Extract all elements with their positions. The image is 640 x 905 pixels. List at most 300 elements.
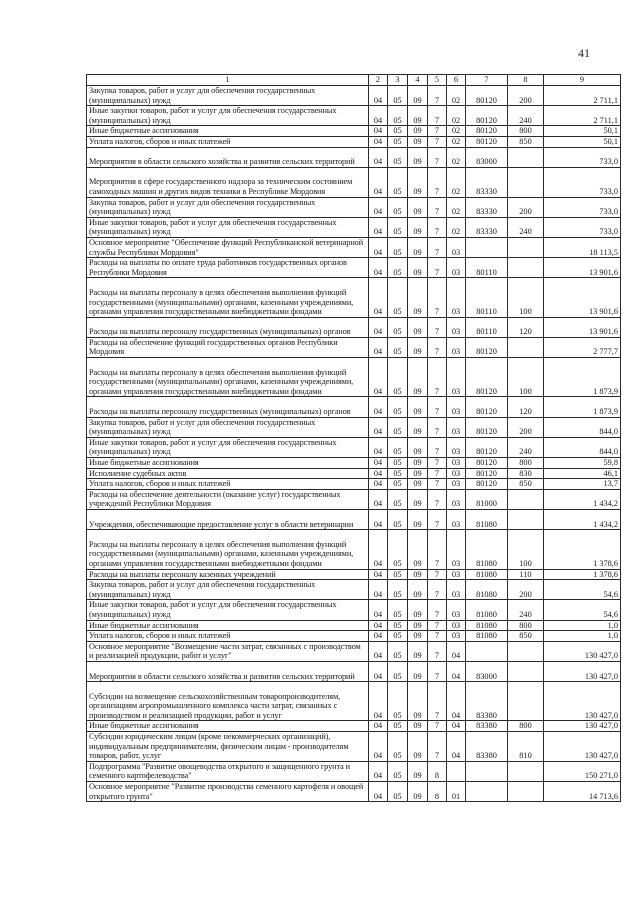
code-cell: 100 [508,278,544,317]
table-row [87,682,621,721]
code-cell: 80110 [466,317,508,337]
amount-cell: 1 378,6 [544,530,621,569]
code-cell: 05 [388,489,408,509]
code-cell: 83380 [466,732,508,762]
code-cell: 04 [369,167,388,197]
code-cell: 80120 [466,358,508,397]
code-cell: 830 [508,468,544,479]
expense-name-cell: Субсидии на возмещение сельскохозяйственным товаропроизводителям, организациям агропромышленного комплекса части затрат, связанных с производством и реализацией продукции, работ и услуг [87,682,369,721]
code-cell: 7 [428,197,447,217]
code-cell: 81080 [466,509,508,529]
code-cell: 04 [369,458,388,469]
code-cell [508,661,544,681]
header-cell: 3 [388,75,408,86]
code-cell: 7 [428,397,447,417]
amount-cell: 18 113,5 [544,237,621,257]
table-row [87,600,621,620]
code-cell: 03 [447,397,466,417]
code-cell: 04 [369,530,388,569]
code-cell: 04 [369,732,388,762]
code-cell: 810 [508,732,544,762]
code-cell: 09 [408,479,428,490]
code-cell: 05 [388,569,408,580]
code-cell: 04 [369,126,388,137]
expense-name-cell: Закупка товаров, работ и услуг для обеспечения государственных (муниципальных) нужд [87,580,369,600]
expense-name-cell: Иные бюджетные ассигнования [87,721,369,732]
table-row [87,337,621,357]
amount-cell: 1 873,9 [544,358,621,397]
code-cell [466,782,508,802]
code-cell: 7 [428,106,447,126]
code-cell: 04 [369,237,388,257]
code-cell: 04 [369,337,388,357]
code-cell: 09 [408,136,428,147]
code-cell: 05 [388,509,408,529]
code-cell: 04 [369,682,388,721]
code-cell: 05 [388,106,408,126]
code-cell: 04 [369,468,388,479]
expense-name-cell: Иные бюджетные ассигнования [87,620,369,631]
code-cell: 80110 [466,278,508,317]
code-cell: 02 [447,86,466,106]
code-cell: 7 [428,580,447,600]
code-cell: 05 [388,761,408,781]
code-cell: 04 [447,641,466,661]
expense-name-cell: Основное мероприятие "Развитие производства семенного картофеля и овощей открытого грунта" [87,782,369,802]
expense-name-cell: Расходы на обеспечение функций государственных органов Республики Мордовия [87,337,369,357]
code-cell: 7 [428,479,447,490]
code-cell: 800 [508,458,544,469]
code-cell: 04 [369,761,388,781]
code-cell: 7 [428,358,447,397]
code-cell: 83380 [466,721,508,732]
code-cell: 03 [447,437,466,457]
code-cell: 850 [508,479,544,490]
table-row [87,317,621,337]
code-cell: 09 [408,732,428,762]
amount-cell: 733,0 [544,197,621,217]
amount-cell: 733,0 [544,147,621,167]
code-cell [508,167,544,197]
code-cell [466,761,508,781]
code-cell: 05 [388,661,408,681]
code-cell [466,237,508,257]
code-cell: 7 [428,631,447,642]
code-cell: 05 [388,620,408,631]
code-cell: 04 [369,147,388,167]
expense-name-cell: Исполнение судебных актов [87,468,369,479]
expense-name-cell: Иные закупки товаров, работ и услуг для обеспечения государственных (муниципальных) нужд [87,600,369,620]
code-cell: 04 [447,721,466,732]
code-cell: 09 [408,237,428,257]
code-cell: 05 [388,86,408,106]
code-cell: 04 [369,580,388,600]
code-cell: 240 [508,217,544,237]
code-cell: 04 [369,397,388,417]
code-cell: 03 [447,358,466,397]
code-cell: 05 [388,258,408,278]
code-cell: 100 [508,358,544,397]
expense-name-cell: Расходы на выплаты персоналу в целях обеспечения выполнения функций государственными (муниципальными) органами, казенными учреждениями, органами управления государственными внебюджетными фондами [87,530,369,569]
budget-table-body [87,86,621,802]
code-cell: 09 [408,86,428,106]
code-cell: 05 [388,721,408,732]
expense-name-cell: Закупка товаров, работ и услуг для обеспечения государственных (муниципальных) нужд [87,417,369,437]
code-cell: 100 [508,530,544,569]
code-cell: 09 [408,509,428,529]
code-cell: 09 [408,580,428,600]
table-row [87,620,621,631]
code-cell [447,761,466,781]
code-cell: 05 [388,641,408,661]
code-cell: 03 [447,600,466,620]
page-number: 41 [578,46,590,60]
code-cell: 80120 [466,397,508,417]
code-cell: 05 [388,530,408,569]
code-cell: 83380 [466,682,508,721]
code-cell: 03 [447,417,466,437]
code-cell: 120 [508,397,544,417]
expense-name-cell: Расходы на выплаты персоналу в целях обеспечения выполнения функций государственными (муниципальными) органами, казенными учреждениями, органами управления государственными внебюджетными фондами [87,278,369,317]
code-cell: 09 [408,397,428,417]
code-cell: 09 [408,569,428,580]
amount-cell: 1 434,2 [544,489,621,509]
code-cell: 01 [447,782,466,802]
code-cell: 09 [408,417,428,437]
code-cell: 09 [408,278,428,317]
amount-cell: 130 427,0 [544,641,621,661]
code-cell: 09 [408,682,428,721]
code-cell [508,761,544,781]
code-cell: 05 [388,237,408,257]
expense-name-cell: Подпрограмма "Развитие овощеводства открытого и защищенного грунта и семенного картофелеводства" [87,761,369,781]
code-cell: 7 [428,530,447,569]
code-cell: 04 [369,569,388,580]
code-cell: 09 [408,317,428,337]
table-row [87,397,621,417]
code-cell: 09 [408,468,428,479]
budget-table [86,74,621,802]
code-cell: 05 [388,458,408,469]
table-row [87,358,621,397]
code-cell [466,641,508,661]
code-cell: 05 [388,358,408,397]
code-cell: 09 [408,761,428,781]
code-cell: 7 [428,258,447,278]
code-cell: 09 [408,721,428,732]
code-cell: 02 [447,126,466,137]
code-cell: 05 [388,682,408,721]
code-cell: 09 [408,106,428,126]
expense-name-cell: Мероприятия в области сельского хозяйства и развития сельских территорий [87,661,369,681]
code-cell: 110 [508,569,544,580]
code-cell: 09 [408,437,428,457]
code-cell: 04 [369,317,388,337]
code-cell: 04 [369,661,388,681]
expense-name-cell: Иные закупки товаров, работ и услуг для обеспечения государственных (муниципальных) нужд [87,217,369,237]
amount-cell: 13 901,6 [544,258,621,278]
code-cell: 240 [508,437,544,457]
table-row [87,580,621,600]
code-cell: 02 [447,217,466,237]
code-cell: 80120 [466,437,508,457]
code-cell: 80120 [466,106,508,126]
code-cell: 800 [508,126,544,137]
table-row [87,468,621,479]
expense-name-cell: Мероприятия в области сельского хозяйства и развития сельских территорий [87,147,369,167]
code-cell: 7 [428,732,447,762]
code-cell: 05 [388,147,408,167]
code-cell: 09 [408,197,428,217]
amount-cell: 733,0 [544,217,621,237]
code-cell [508,641,544,661]
expense-name-cell: Иные закупки товаров, работ и услуг для обеспечения государственных (муниципальных) нужд [87,437,369,457]
table-row [87,136,621,147]
table-row [87,278,621,317]
code-cell: 03 [447,479,466,490]
amount-cell: 150 271,0 [544,761,621,781]
code-cell: 02 [447,136,466,147]
code-cell: 09 [408,631,428,642]
code-cell: 05 [388,197,408,217]
code-cell: 83330 [466,217,508,237]
code-cell: 200 [508,86,544,106]
table-row [87,732,621,762]
code-cell: 80120 [466,337,508,357]
code-cell: 200 [508,197,544,217]
code-cell: 81000 [466,489,508,509]
code-cell: 04 [369,217,388,237]
code-cell: 05 [388,782,408,802]
code-cell: 80120 [466,126,508,137]
expense-name-cell: Уплата налогов, сборов и иных платежей [87,136,369,147]
table-row [87,721,621,732]
code-cell: 7 [428,641,447,661]
amount-cell: 59,8 [544,458,621,469]
code-cell: 09 [408,458,428,469]
expense-name-cell: Основное мероприятие "Возмещение части затрат, связанных с производством и реализацией продукции, работ и услуг" [87,641,369,661]
code-cell: 02 [447,106,466,126]
expense-name-cell: Уплата налогов, сборов и иных платежей [87,631,369,642]
code-cell: 03 [447,530,466,569]
code-cell: 7 [428,167,447,197]
header-cell: 5 [428,75,447,86]
code-cell: 03 [447,569,466,580]
code-cell: 04 [447,732,466,762]
amount-cell: 14 713,6 [544,782,621,802]
code-cell: 02 [447,197,466,217]
code-cell: 02 [447,147,466,167]
header-cell: 2 [369,75,388,86]
code-cell: 03 [447,237,466,257]
code-cell: 04 [369,136,388,147]
code-cell: 240 [508,600,544,620]
code-cell: 7 [428,489,447,509]
code-cell: 05 [388,167,408,197]
code-cell: 03 [447,278,466,317]
amount-cell: 130 427,0 [544,721,621,732]
code-cell: 240 [508,106,544,126]
code-cell: 7 [428,661,447,681]
amount-cell: 1 378,6 [544,569,621,580]
code-cell: 09 [408,641,428,661]
header-cell: 4 [408,75,428,86]
code-cell: 04 [369,509,388,529]
expense-name-cell: Мероприятия в сфере государственного надзора за техническим состоянием самоходных машин и других видов техники в Республике Мордовия [87,167,369,197]
code-cell: 7 [428,317,447,337]
table-row [87,479,621,490]
code-cell: 80120 [466,86,508,106]
code-cell [508,237,544,257]
code-cell: 850 [508,631,544,642]
code-cell: 80120 [466,136,508,147]
code-cell: 05 [388,600,408,620]
amount-cell: 1 873,9 [544,397,621,417]
table-row [87,106,621,126]
code-cell: 7 [428,468,447,479]
amount-cell: 46,1 [544,468,621,479]
code-cell: 05 [388,397,408,417]
code-cell: 80120 [466,468,508,479]
table-row [87,489,621,509]
code-cell: 03 [447,489,466,509]
expense-name-cell: Расходы на обеспечение деятельности (оказание услуг) государственных учреждений Республики Мордовия [87,489,369,509]
code-cell: 7 [428,86,447,106]
header-cell: 6 [447,75,466,86]
code-cell: 05 [388,631,408,642]
code-cell: 7 [428,337,447,357]
code-cell: 7 [428,237,447,257]
header-cell: 1 [87,75,369,86]
amount-cell: 130 427,0 [544,732,621,762]
code-cell [508,682,544,721]
code-cell [508,489,544,509]
code-cell: 05 [388,479,408,490]
code-cell: 800 [508,620,544,631]
amount-cell: 50,1 [544,126,621,137]
expense-name-cell: Расходы на выплаты персоналу государственных (муниципальных) органов [87,317,369,337]
code-cell [508,337,544,357]
header-row [87,75,621,86]
amount-cell: 130 427,0 [544,682,621,721]
code-cell: 7 [428,147,447,167]
code-cell: 81080 [466,631,508,642]
code-cell: 02 [447,167,466,197]
code-cell: 04 [369,437,388,457]
code-cell: 7 [428,600,447,620]
code-cell: 09 [408,600,428,620]
expense-name-cell: Субсидии юридическим лицам (кроме некоммерческих организаций), индивидуальным предпринимателям, физическим лицам - производителям товаров, работ, услуг [87,732,369,762]
code-cell: 04 [447,682,466,721]
code-cell: 04 [369,631,388,642]
header-cell: 8 [508,75,544,86]
amount-cell: 50,1 [544,136,621,147]
table-row [87,167,621,197]
code-cell: 81080 [466,569,508,580]
code-cell: 03 [447,258,466,278]
code-cell: 05 [388,580,408,600]
code-cell: 8 [428,761,447,781]
table-row [87,782,621,802]
code-cell: 81080 [466,620,508,631]
code-cell: 80120 [466,458,508,469]
code-cell: 05 [388,136,408,147]
code-cell: 81080 [466,530,508,569]
code-cell: 80120 [466,479,508,490]
amount-cell: 54,6 [544,600,621,620]
code-cell: 03 [447,458,466,469]
code-cell: 04 [369,641,388,661]
code-cell: 03 [447,509,466,529]
code-cell: 04 [369,489,388,509]
code-cell: 03 [447,580,466,600]
code-cell: 7 [428,437,447,457]
code-cell: 09 [408,337,428,357]
code-cell: 03 [447,468,466,479]
code-cell: 80110 [466,258,508,278]
code-cell: 81080 [466,580,508,600]
amount-cell: 2 711,1 [544,106,621,126]
code-cell: 800 [508,721,544,732]
code-cell: 04 [447,661,466,681]
table-row [87,631,621,642]
code-cell: 04 [369,358,388,397]
table-row [87,569,621,580]
code-cell: 7 [428,217,447,237]
code-cell: 05 [388,217,408,237]
amount-cell: 844,0 [544,417,621,437]
code-cell: 09 [408,489,428,509]
expense-name-cell: Расходы на выплаты персоналу казенных учреждений [87,569,369,580]
code-cell: 04 [369,600,388,620]
table-row [87,126,621,137]
amount-cell: 844,0 [544,437,621,457]
expense-name-cell: Закупка товаров, работ и услуг для обеспечения государственных (муниципальных) нужд [87,197,369,217]
code-cell: 05 [388,337,408,357]
code-cell [508,782,544,802]
code-cell: 120 [508,317,544,337]
table-row [87,530,621,569]
code-cell: 04 [369,479,388,490]
code-cell: 04 [369,86,388,106]
code-cell [508,509,544,529]
code-cell: 09 [408,661,428,681]
code-cell: 200 [508,417,544,437]
table-row [87,86,621,106]
expense-name-cell: Основное мероприятие "Обеспечение функций Республиканской ветеринарной службы Республики Мордовия" [87,237,369,257]
expense-name-cell: Закупка товаров, работ и услуг для обеспечения государственных (муниципальных) нужд [87,86,369,106]
code-cell: 09 [408,167,428,197]
code-cell: 7 [428,569,447,580]
table-row [87,661,621,681]
code-cell: 03 [447,620,466,631]
code-cell: 850 [508,136,544,147]
amount-cell: 13 901,6 [544,317,621,337]
amount-cell: 54,6 [544,580,621,600]
table-row [87,417,621,437]
code-cell: 83000 [466,147,508,167]
expense-name-cell: Иные бюджетные ассигнования [87,458,369,469]
code-cell: 05 [388,317,408,337]
code-cell: 7 [428,721,447,732]
code-cell: 7 [428,458,447,469]
code-cell: 7 [428,682,447,721]
table-row [87,217,621,237]
header-cell: 9 [544,75,621,86]
expense-name-cell: Иные бюджетные ассигнования [87,126,369,137]
table-row [87,147,621,167]
code-cell: 80120 [466,417,508,437]
